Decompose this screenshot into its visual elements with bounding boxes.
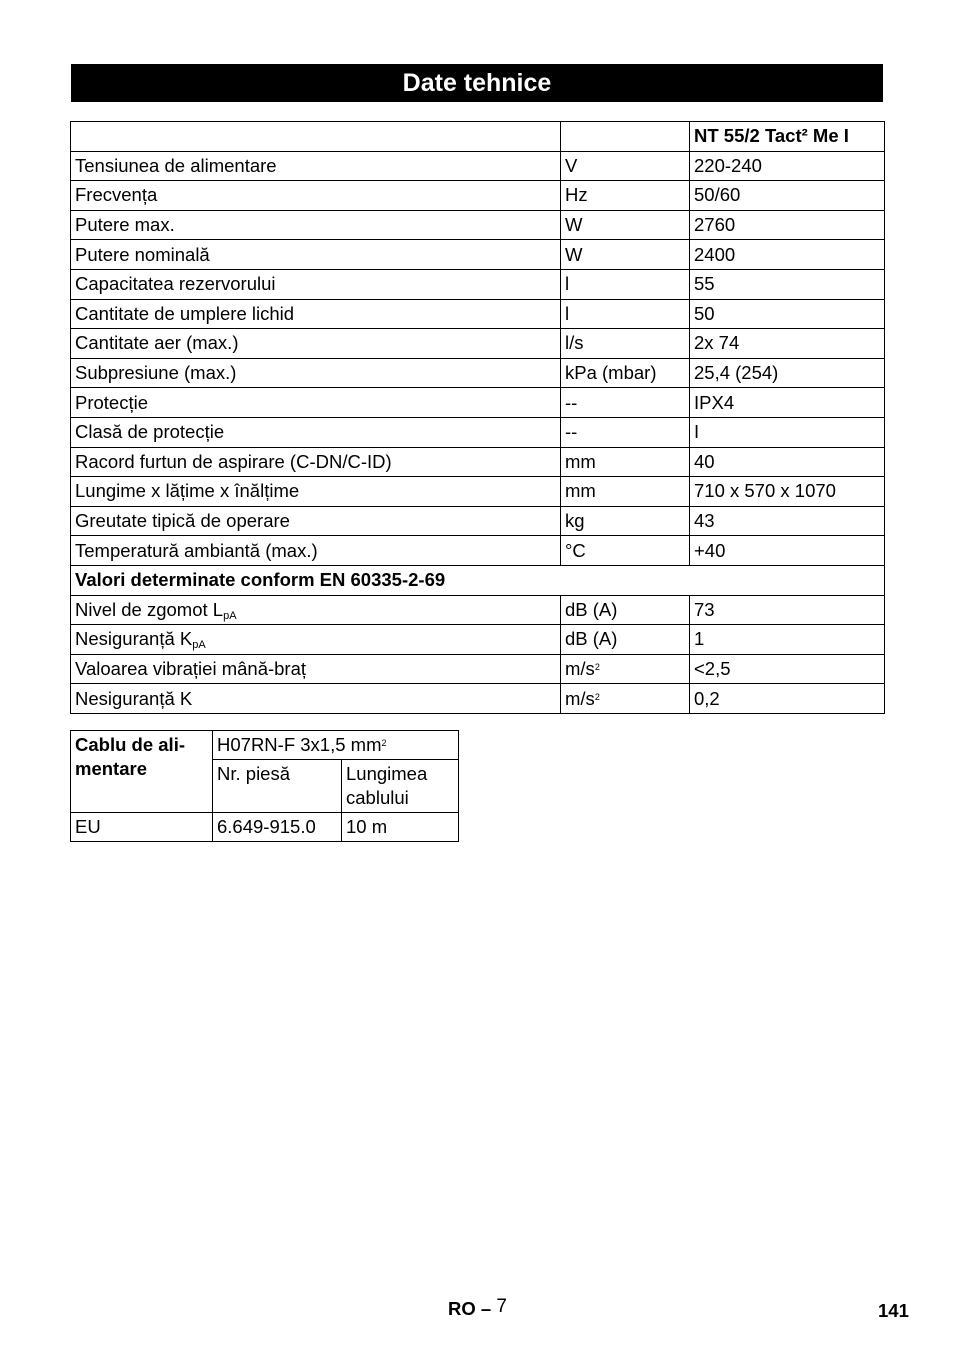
param-value: 40 [690, 447, 885, 477]
param-unit: dB (A) [561, 595, 690, 625]
param-name: Frecvența [71, 181, 561, 211]
param-name: Subpresiune (max.) [71, 358, 561, 388]
cable-data-row [71, 813, 459, 842]
page-number: 141 [878, 1300, 909, 1321]
param-value: IPX4 [690, 388, 885, 418]
param-unit: l [561, 299, 690, 329]
param-value: +40 [690, 536, 885, 566]
cable-region: EU [71, 813, 213, 842]
cable-type: H07RN-F 3x1,5 $mm^2$ [213, 731, 459, 760]
param-name: Capacitatea rezervorului [71, 269, 561, 299]
param-unit: -- [561, 417, 690, 447]
param-value: I [690, 417, 885, 447]
param-unit: kPa (mbar) [561, 358, 690, 388]
table-row [71, 654, 885, 684]
param-unit: Hz [561, 181, 690, 211]
cable-type-row [71, 731, 459, 760]
param-unit: mm [561, 447, 690, 477]
param-name: Cantitate aer (max.) [71, 329, 561, 359]
param-value: 710 x 570 x 1070 [690, 477, 885, 507]
cable-label: Cablu de ali- mentare [71, 731, 213, 813]
table-row [71, 210, 885, 240]
param-name: Temperatură ambiantă (max.) [71, 536, 561, 566]
table-row [71, 417, 885, 447]
param-unit: l [561, 269, 690, 299]
param-unit: kg [561, 506, 690, 536]
param-unit: -- [561, 388, 690, 418]
param-unit: l/s [561, 329, 690, 359]
param-value: 2400 [690, 240, 885, 270]
model-name: NT 55/2 Tact² Me I [690, 122, 885, 152]
header-empty-cell [71, 122, 561, 152]
table-row [71, 536, 885, 566]
param-unit: W [561, 210, 690, 240]
param-value: 1 [690, 625, 885, 655]
table-row [71, 299, 885, 329]
param-value: <2,5 [690, 654, 885, 684]
param-value: 25,4 (254) [690, 358, 885, 388]
section-header: Valori determinate conform EN 60335-2-69 [71, 565, 885, 595]
param-value: 43 [690, 506, 885, 536]
param-unit: V [561, 151, 690, 181]
page-title: Date tehnice [71, 64, 883, 102]
table-row [71, 269, 885, 299]
power-cable-table [70, 730, 459, 842]
cable-part-number: 6.649-915.0 [213, 813, 342, 842]
param-name: Putere max. [71, 210, 561, 240]
table-row [71, 151, 885, 181]
table-row [71, 684, 885, 714]
param-value: 50 [690, 299, 885, 329]
cable-length: 10 m [342, 813, 459, 842]
param-name: Racord furtun de aspirare (C-DN/C-ID) [71, 447, 561, 477]
param-value: 220-240 [690, 151, 885, 181]
param-unit: $m/s^2$ [561, 684, 690, 714]
table-row [71, 477, 885, 507]
param-unit: W [561, 240, 690, 270]
table-row [71, 447, 885, 477]
param-name: Nivel de zgomot $L_{pA}$ [71, 595, 561, 625]
table-row [71, 506, 885, 536]
technical-data-body [71, 122, 885, 714]
table-row [71, 181, 885, 211]
param-name: Protecție [71, 388, 561, 418]
param-unit: dB (A) [561, 625, 690, 655]
table-row [71, 329, 885, 359]
param-name: Nesiguranță K [71, 684, 561, 714]
param-unit: °C [561, 536, 690, 566]
table-header-row [71, 122, 885, 152]
param-name: Lungime x lățime x înălțime [71, 477, 561, 507]
param-unit: $m/s^2$ [561, 654, 690, 684]
cable-part-header: Nr. piesă [213, 760, 342, 813]
param-value: 2x 74 [690, 329, 885, 359]
header-empty-cell [561, 122, 690, 152]
section-header-row [71, 565, 885, 595]
param-value: 55 [690, 269, 885, 299]
param-name: Valoarea vibrației mână-braț [71, 654, 561, 684]
param-name: Putere nominală [71, 240, 561, 270]
param-unit: mm [561, 477, 690, 507]
cable-length-header: Lungimea cablului [342, 760, 459, 813]
table-row [71, 358, 885, 388]
table-row [71, 388, 885, 418]
param-name: Cantitate de umplere lichid [71, 299, 561, 329]
table-row [71, 625, 885, 655]
param-value: 2760 [690, 210, 885, 240]
param-value: 73 [690, 595, 885, 625]
table-row [71, 595, 885, 625]
footer-language-page: RO – 7 [448, 1296, 507, 1319]
param-name: Greutate tipică de operare [71, 506, 561, 536]
technical-data-table [70, 121, 885, 714]
param-value: 0,2 [690, 684, 885, 714]
param-value: 50/60 [690, 181, 885, 211]
param-name: Nesiguranță $K_{pA}$ [71, 625, 561, 655]
table-row [71, 240, 885, 270]
param-name: Clasă de protecție [71, 417, 561, 447]
param-name: Tensiunea de alimentare [71, 151, 561, 181]
